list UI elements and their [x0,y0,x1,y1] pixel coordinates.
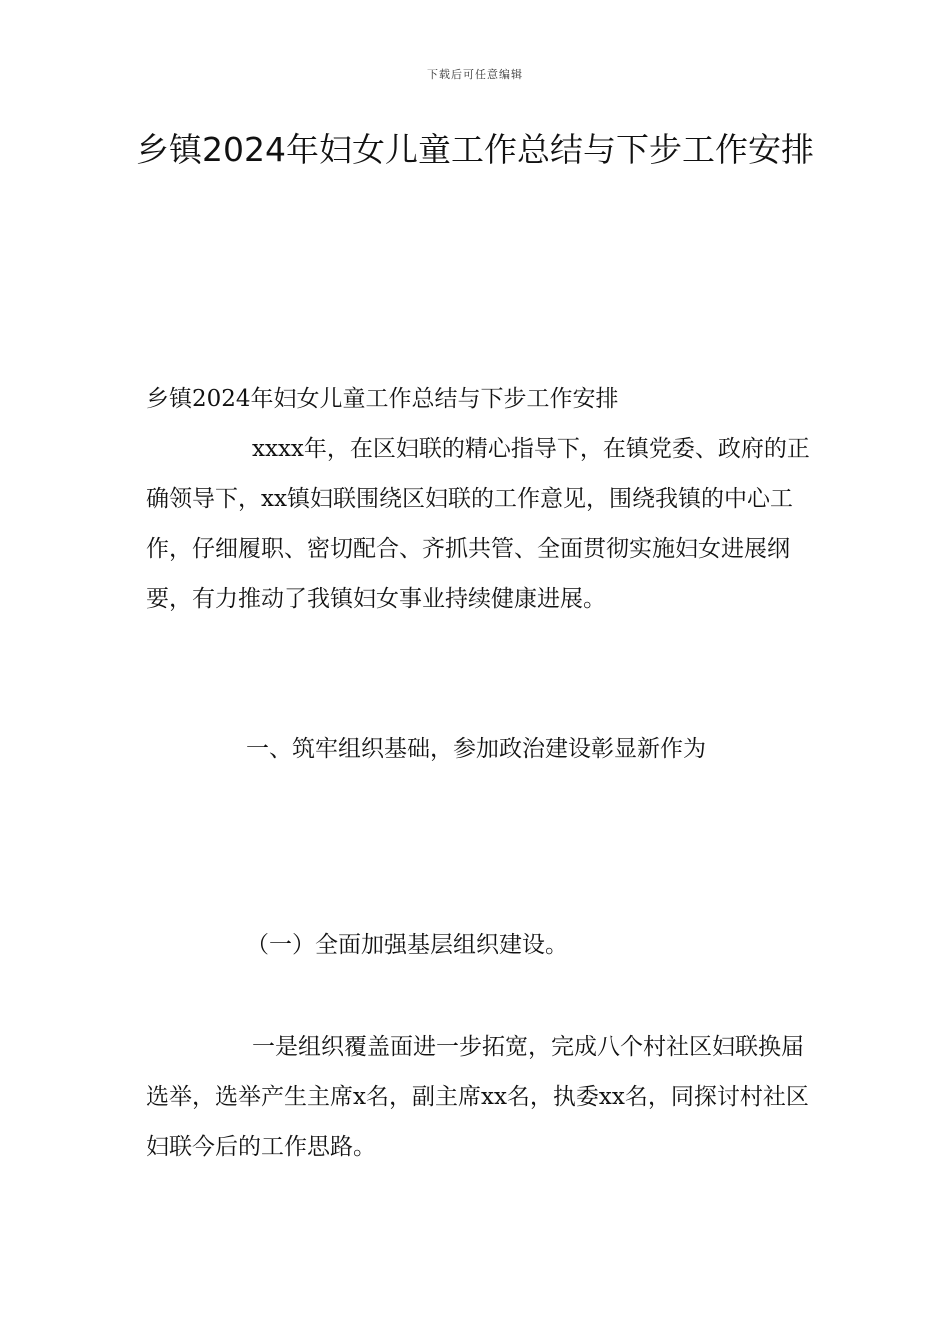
subsection-heading: （一）全面加强基层组织建设。 [246,932,568,958]
document-title: 乡镇2024年妇女儿童工作总结与下步工作安排 [136,130,814,169]
section-heading: 一、筑牢组织基础，参加政治建设彰显新作为 [246,736,706,762]
body-paragraph: 一是组织覆盖面进一步拓宽，完成八个村社区妇联换届选举，选举产生主席x名，副主席xx名，执委xx名，同探讨村社区妇联今后的工作思路。 [146,1034,809,1160]
header-note: 下载后可任意编辑 [427,68,523,81]
intro-paragraph: xxxx年，在区妇联的精心指导下，在镇党委、政府的正确领导下，xx镇妇联围绕区妇联的工作意见，围绕我镇的中心工作，仔细履职、密切配合、齐抓共管、全面贯彻实施妇女进展纲要，有力推动了我镇妇女事业持续健康进展。 [146,436,810,612]
subtitle-line: 乡镇2024年妇女儿童工作总结与下步工作安排 [146,386,619,412]
